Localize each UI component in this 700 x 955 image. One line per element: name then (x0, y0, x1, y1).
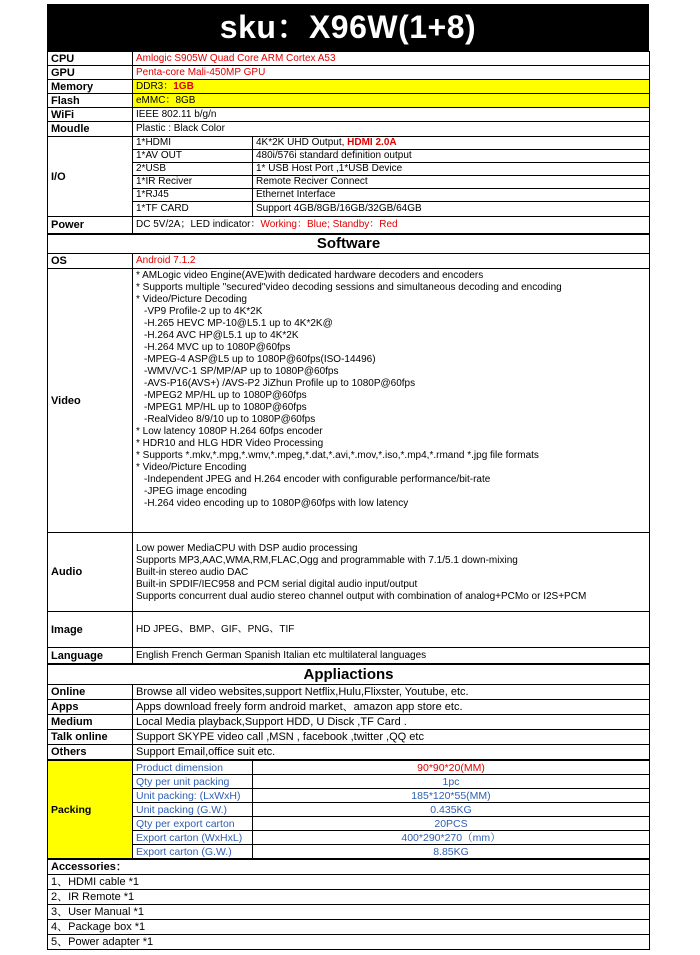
app-value: Browse all video websites,support Netflix,Hulu,Flixster, Youtube, etc. (133, 685, 650, 700)
audio-line: Built-in SPDIF/IEC958 and PCM serial digital audio input/output (136, 579, 418, 590)
io-port: 1*TF CARD (133, 202, 253, 217)
accessory-row (48, 905, 650, 920)
os-row (48, 254, 650, 269)
accessory-row (48, 920, 650, 935)
sku-title: sku：X96W(1+8) (47, 4, 649, 51)
accessory-item: 4、Package box *1 (48, 920, 650, 935)
video-line: -MPEG-4 ASP@L5 up to 1080P@60fps(ISO-14496) (144, 354, 376, 365)
memory-label: Memory (48, 80, 133, 94)
packing-value: 400*290*270（mm） (253, 831, 650, 845)
wifi-label: WiFi (48, 108, 133, 122)
cpu-value: Amlogic S905W Quad Core ARM Cortex A53 (133, 52, 650, 66)
packing-row (48, 831, 650, 845)
io-row (48, 163, 650, 176)
cpu-row (48, 52, 650, 66)
io-desc: 1* USB Host Port ,1*USB Device (253, 163, 650, 176)
video-line: -MPEG1 MP/HL up to 1080P@60fps (144, 402, 307, 413)
io-port: 1*AV OUT (133, 150, 253, 163)
audio-line: Supports MP3,AAC,WMA,RM,FLAC,Ogg and programmable with 7.1/5.1 down-mixing (136, 555, 518, 566)
memory-row (48, 80, 650, 94)
gpu-value: Penta-core Mali-450MP GPU (133, 66, 650, 80)
cpu-label: CPU (48, 52, 133, 66)
packing-value: 8.85KG (253, 845, 650, 859)
spec-sheet (47, 4, 649, 950)
packing-row (48, 803, 650, 817)
accessories-table (47, 859, 650, 950)
wifi-value: IEEE 802.11 b/g/n (133, 108, 650, 122)
packing-row (48, 845, 650, 859)
power-value: DC 5V/2A；LED indicator：Working：Blue; Standby：Red (133, 217, 650, 234)
language-label: Language (48, 648, 133, 664)
power-row (48, 217, 650, 234)
memory-prefix: DDR3： (136, 80, 174, 92)
packing-value: 20PCS (253, 817, 650, 831)
hardware-table (47, 51, 650, 234)
accessories-label: Accessories： (48, 860, 650, 875)
image-row (48, 612, 650, 648)
video-line: -RealVideo 8/9/10 up to 1080P@60fps (144, 414, 316, 425)
accessory-item: 5、Power adapter *1 (48, 935, 650, 950)
image-label: Image (48, 612, 133, 648)
accessories-header-row (48, 860, 650, 875)
packing-table (47, 760, 650, 859)
packing-row (48, 789, 650, 803)
io-desc: 480i/576i standard definition output (253, 150, 650, 163)
accessory-row (48, 935, 650, 950)
accessory-item: 2、IR Remote *1 (48, 890, 650, 905)
packing-row (48, 761, 650, 775)
software-header: Software (48, 235, 650, 254)
video-line: -WMV/VC-1 SP/MP/AP up to 1080P@60fps (144, 366, 339, 377)
app-row (48, 700, 650, 715)
packing-value: 1pc (253, 775, 650, 789)
io-row (48, 150, 650, 163)
accessory-item: 3、User Manual *1 (48, 905, 650, 920)
video-line: -H.264 MVC up to 1080P@60fps (144, 342, 291, 353)
audio-value (133, 533, 650, 612)
language-value: English French German Spanish Italian etc multilateral languages (133, 648, 650, 664)
accessory-row (48, 875, 650, 890)
flash-value: eMMC：8GB (133, 94, 650, 108)
flash-row (48, 94, 650, 108)
io-row (48, 202, 650, 217)
gpu-label: GPU (48, 66, 133, 80)
audio-label: Audio (48, 533, 133, 612)
accessory-item: 1、HDMI cable *1 (48, 875, 650, 890)
video-line: -VP9 Profile-2 up to 4K*2K (144, 306, 263, 317)
video-line: -H.264 video encoding up to 1080P@60fps with low latency (144, 498, 409, 509)
packing-name: Qty per unit packing (133, 775, 253, 789)
audio-line: Supports concurrent dual audio stereo channel output with combination of analog+PCMo or I2S+PCM (136, 591, 587, 602)
accessory-row (48, 890, 650, 905)
app-row (48, 685, 650, 700)
video-line: -JPEG image encoding (144, 486, 247, 497)
app-label: Talk online (48, 730, 133, 745)
led-status: Working：Blue; Standby：Red (260, 219, 398, 230)
io-port: 2*USB (133, 163, 253, 176)
io-label: I/O (48, 137, 133, 217)
moudle-value: Plastic : Black Color (133, 122, 650, 137)
app-value: Apps download freely form android market、amazon app store etc. (133, 700, 650, 715)
video-line: * Video/Picture Decoding (136, 294, 247, 305)
packing-row (48, 817, 650, 831)
io-row (48, 189, 650, 202)
language-row (48, 648, 650, 664)
software-table (47, 234, 650, 664)
packing-name: Unit packing: (LxWxH) (133, 789, 253, 803)
app-row (48, 745, 650, 760)
applications-header: Appliactions (48, 665, 650, 685)
flash-label: Flash (48, 94, 133, 108)
moudle-row (48, 122, 650, 137)
gpu-row (48, 66, 650, 80)
packing-name: Qty per export carton (133, 817, 253, 831)
packing-name: Product dimension (133, 761, 253, 775)
memory-value (133, 80, 650, 94)
video-line: * Video/Picture Encoding (136, 462, 247, 473)
io-desc: Support 4GB/8GB/16GB/32GB/64GB (253, 202, 650, 217)
video-line: -H.265 HEVC MP-10@L5.1 up to 4K*2K@ (144, 318, 333, 329)
hdmi-version: HDMI 2.0A (347, 137, 397, 148)
video-line: -Independent JPEG and H.264 encoder with configurable performance/bit-rate (144, 474, 491, 485)
app-value: Support Email,office suit etc. (133, 745, 650, 760)
packing-name: Unit packing (G.W.) (133, 803, 253, 817)
packing-value: 0.435KG (253, 803, 650, 817)
os-label: OS (48, 254, 133, 269)
video-value (133, 269, 650, 533)
packing-value: 185*120*55(MM) (253, 789, 650, 803)
io-row (48, 176, 650, 189)
os-value: Android 7.1.2 (133, 254, 650, 269)
io-port: 1*RJ45 (133, 189, 253, 202)
video-line: * AMLogic video Engine(AVE)with dedicated hardware decoders and encoders (136, 270, 484, 281)
video-row (48, 269, 650, 533)
audio-line: Built-in stereo audio DAC (136, 567, 249, 578)
app-label: Apps (48, 700, 133, 715)
audio-row (48, 533, 650, 612)
software-header-row (48, 235, 650, 254)
packing-name: Export carton (WxHxL) (133, 831, 253, 845)
io-row (48, 137, 650, 150)
io-desc: 4K*2K UHD Output, HDMI 2.0A (253, 137, 650, 150)
video-line: -AVS-P16(AVS+) /AVS-P2 JiZhun Profile up to 1080P@60fps (144, 378, 416, 389)
applications-table (47, 664, 650, 760)
io-desc: Remote Reciver Connect (253, 176, 650, 189)
video-line: * Supports multiple "secured"video decoding sessions and simultaneous decoding and encoding (136, 282, 562, 293)
app-label: Online (48, 685, 133, 700)
app-label: Medium (48, 715, 133, 730)
io-port: 1*HDMI (133, 137, 253, 150)
app-value: Local Media playback,Support HDD, U Disck ,TF Card . (133, 715, 650, 730)
packing-row (48, 775, 650, 789)
video-label: Video (48, 269, 133, 533)
packing-value: 90*90*20(MM) (253, 761, 650, 775)
image-value: HD JPEG、BMP、GIF、PNG、TIF (133, 612, 650, 648)
video-line: -H.264 AVC HP@L5.1 up to 4K*2K (144, 330, 299, 341)
app-row (48, 730, 650, 745)
packing-name: Export carton (G.W.) (133, 845, 253, 859)
memory-size: 1GB (173, 80, 194, 92)
video-line: * HDR10 and HLG HDR Video Processing (136, 438, 324, 449)
app-label: Others (48, 745, 133, 760)
video-line: -MPEG2 MP/HL up to 1080P@60fps (144, 390, 307, 401)
io-desc: Ethernet Interface (253, 189, 650, 202)
io-port: 1*IR Reciver (133, 176, 253, 189)
video-line: * Low latency 1080P H.264 60fps encoder (136, 426, 323, 437)
moudle-label: Moudle (48, 122, 133, 137)
wifi-row (48, 108, 650, 122)
packing-label: Packing (48, 761, 133, 859)
app-value: Support SKYPE video call ,MSN , facebook ,twitter ,QQ etc (133, 730, 650, 745)
app-row (48, 715, 650, 730)
audio-line: Low power MediaCPU with DSP audio processing (136, 543, 358, 554)
power-label: Power (48, 217, 133, 234)
applications-header-row (48, 665, 650, 685)
video-line: * Supports *.mkv,*.mpg,*.wmv,*.mpeg,*.dat,*.avi,*.mov,*.iso,*.mp4,*.rmand *.jpg file formats (136, 450, 539, 461)
